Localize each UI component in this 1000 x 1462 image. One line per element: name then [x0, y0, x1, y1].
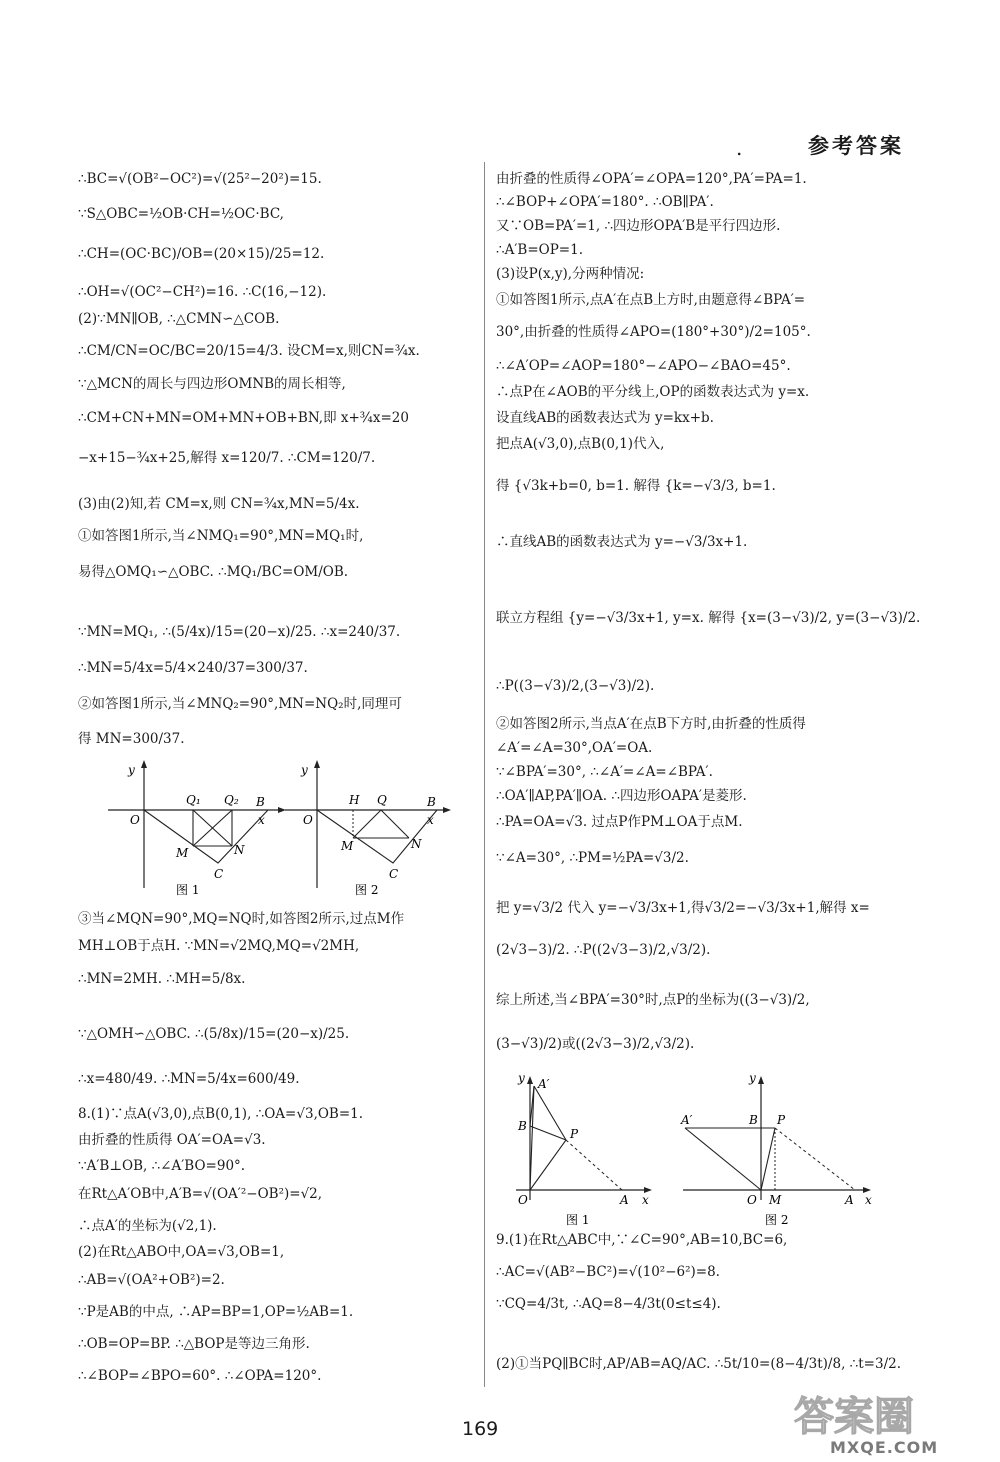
- solution-line: ∴CM+CN+MN=OM+MN+OB+BN,即 x+¾x=20: [78, 410, 409, 426]
- figure-caption: 图 2: [355, 883, 379, 897]
- watermark-glyphs: 答案圈: [794, 1394, 914, 1440]
- solution-line: (3)由(2)知,若 CM=x,则 CN=¾x,MN=5/4x.: [78, 496, 360, 512]
- fig-label: B: [518, 1119, 527, 1133]
- solution-line: (2)①当PQ∥BC时,AP/AB=AQ/AC. ∴5t/10=(8−4/3t)/8, ∴t=3/2.: [496, 1356, 901, 1372]
- fig-label: x: [642, 1193, 649, 1207]
- solution-line: ∴x=480/49. ∴MN=5/4x=600/49.: [78, 1071, 300, 1087]
- fig-label: Q₂: [224, 793, 239, 807]
- figure-caption: 图 1: [176, 883, 200, 897]
- fig-label: O: [747, 1193, 757, 1207]
- fig-label: A: [620, 1193, 629, 1207]
- triangle-ocb: [144, 810, 268, 863]
- solution-line: MH⊥OB于点H. ∵MN=√2MQ,MQ=√2MH,: [78, 938, 360, 954]
- left-figure-2: [285, 758, 465, 898]
- fig-label: x: [258, 813, 265, 827]
- fig-label: y: [301, 763, 308, 777]
- fig-label: M: [176, 846, 189, 860]
- fig-label: y: [128, 763, 135, 777]
- solution-line: ∵P是AB的中点, ∴AP=BP=1,OP=½AB=1.: [78, 1304, 354, 1320]
- solution-line: ∴MN=5/4x=5/4×240/37=300/37.: [78, 660, 308, 676]
- fig-label: A′: [538, 1077, 550, 1091]
- solution-line: (3)设P(x,y),分两种情况:: [496, 266, 645, 282]
- fig-label: y: [518, 1071, 525, 1085]
- solution-line: ∴∠A′OP=∠AOP=180°−∠APO−∠BAO=45°.: [496, 358, 791, 374]
- solution-line: ∵CQ=4/3t, ∴AQ=8−4/3t(0≤t≤4).: [496, 1296, 721, 1312]
- solution-line: 8.(1)∵点A(√3,0),点B(0,1), ∴OA=√3,OB=1.: [78, 1106, 364, 1122]
- segment-pa: [775, 1128, 855, 1190]
- watermark-logo: [790, 1392, 990, 1440]
- x-axis-arrow: [443, 807, 451, 813]
- fig-label: y: [749, 1071, 756, 1085]
- solution-line: 设直线AB的函数表达式为 y=kx+b.: [496, 410, 714, 426]
- solution-line: ∴BC=√(OB²−OC²)=√(25²−20²)=15.: [78, 171, 322, 187]
- solution-line: ∵S△OBC=½OB·CH=½OC·BC,: [78, 206, 284, 222]
- solution-line: 9.(1)在Rt△ABC中,∵∠C=90°,AB=10,BC=6,: [496, 1232, 788, 1248]
- column-divider: [484, 162, 485, 1387]
- left-figure-1: [108, 758, 288, 898]
- solution-line: ∴OB=OP=BP. ∴△BOP是等边三角形.: [78, 1336, 310, 1352]
- solution-line: 把点A(√3,0),点B(0,1)代入,: [496, 436, 665, 452]
- solution-line: 易得△OMQ₁∽△OBC. ∴MQ₁/BC=OM/OB.: [78, 564, 349, 580]
- fig-label: A′: [681, 1113, 693, 1127]
- fig-label: B: [256, 795, 265, 809]
- solution-line: ②如答图2所示,当点A′在点B下方时,由折叠的性质得: [496, 716, 806, 732]
- y-axis-arrow: [758, 1076, 764, 1084]
- solution-line: 联立方程组 {y=−√3/3x+1, y=x. 解得 {x=(3−√3)/2, y=(3−√3)/2.: [496, 610, 921, 626]
- solution-line: ①如答图1所示,当∠NMQ₁=90°,MN=MQ₁时,: [78, 528, 364, 544]
- solution-line: ∵∠BPA′=30°, ∴∠A′=∠A=∠BPA′.: [496, 764, 713, 780]
- fig-label: M: [769, 1193, 782, 1207]
- solution-line: (2√3−3)/2. ∴P((2√3−3)/2,√3/2).: [496, 942, 711, 958]
- solution-line: ∠A′=∠A=30°,OA′=OA.: [496, 740, 653, 756]
- solution-line: ∴AB=√(OA²+OB²)=2.: [78, 1272, 225, 1288]
- solution-line: 得 MN=300/37.: [78, 731, 185, 747]
- solution-line: ①如答图1所示,点A′在点B上方时,由题意得∠BPA′=: [496, 292, 806, 308]
- solution-line: ∴MN=2MH. ∴MH=5/8x.: [78, 971, 246, 987]
- solution-line: ∴AC=√(AB²−BC²)=√(10²−6²)=8.: [496, 1264, 720, 1280]
- solution-line: 得 {√3k+b=0, b=1. 解得 {k=−√3/3, b=1.: [496, 478, 776, 494]
- solution-line: ∴OH=√(OC²−CH²)=16. ∴C(16,−12).: [78, 284, 327, 300]
- solution-line: (2)∵MN∥OB, ∴△CMN∽△COB.: [78, 311, 280, 327]
- solution-line: 把 y=√3/2 代入 y=−√3/3x+1,得√3/2=−√3/3x+1,解得 x=: [496, 900, 870, 916]
- fig-label: O: [130, 813, 140, 827]
- solution-line: 在Rt△A′OB中,A′B=√(OA′²−OB²)=√2,: [78, 1186, 323, 1202]
- fig-label: B: [749, 1113, 758, 1127]
- fig-label: O: [518, 1193, 528, 1207]
- solution-line: ∴CH=(OC·BC)/OB=(20×15)/25=12.: [78, 246, 325, 262]
- solution-line: ∵MN=MQ₁, ∴(5/4x)/15=(20−x)/25. ∴x=240/37.: [78, 624, 401, 640]
- solution-line: ∴点A′的坐标为(√2,1).: [78, 1218, 217, 1234]
- fig-label: C: [389, 867, 399, 881]
- solution-line: ∵△MCN的周长与四边形OMNB的周长相等,: [78, 376, 346, 392]
- solution-line: 30°,由折叠的性质得∠APO=(180°+30°)/2=105°.: [496, 324, 811, 340]
- fig-label: P: [570, 1127, 579, 1141]
- figure-caption: 图 1: [566, 1213, 590, 1227]
- solution-line: 综上所述,当∠BPA′=30°时,点P的坐标为((3−√3)/2,: [496, 992, 810, 1008]
- y-axis-arrow: [527, 1076, 533, 1084]
- solution-line: (3−√3)/2)或((2√3−3)/2,√3/2).: [496, 1036, 695, 1052]
- solution-line: ③当∠MQN=90°,MQ=NQ时,如答图2所示,过点M作: [78, 911, 405, 927]
- solution-line: 由折叠的性质得 OA′=OA=√3.: [78, 1132, 266, 1148]
- solution-line: ∴P((3−√3)/2,(3−√3)/2).: [496, 678, 655, 694]
- solution-line: (2)在Rt△ABO中,OA=√3,OB=1,: [78, 1244, 285, 1260]
- solution-line: ∴∠BOP+∠OPA′=180°. ∴OB∥PA′.: [496, 194, 714, 210]
- fig-label: N: [234, 843, 245, 857]
- fig-label: x: [865, 1193, 872, 1207]
- solution-line: ∵A′B⊥OB, ∴∠A′BO=90°.: [78, 1158, 246, 1174]
- fig-label: A: [845, 1193, 854, 1207]
- solution-line: ∴PA=OA=√3. 过点P作PM⊥OA于点M.: [496, 814, 743, 830]
- header-dot: .: [736, 136, 743, 160]
- solution-line: ∴∠BOP=∠BPO=60°. ∴∠OPA=120°.: [78, 1368, 322, 1384]
- solution-line: 由折叠的性质得∠OPA′=∠OPA=120°,PA′=PA=1.: [496, 171, 807, 187]
- solution-line: ∵△OMH∽△OBC. ∴(5/8x)/15=(20−x)/25.: [78, 1026, 350, 1042]
- fig-label: B: [427, 795, 436, 809]
- y-axis-arrow: [141, 760, 147, 768]
- page-header-title: 参考答案: [808, 134, 904, 158]
- page-number: 169: [462, 1418, 499, 1440]
- figure-caption: 图 2: [765, 1213, 789, 1227]
- fig-label: H: [349, 793, 360, 807]
- fig-label: N: [411, 837, 422, 851]
- fig-label: C: [214, 867, 224, 881]
- solution-line: ∵∠A=30°, ∴PM=½PA=√3/2.: [496, 850, 689, 866]
- segment-pa: [566, 1140, 622, 1190]
- solution-line: 又∵OB=PA′=1, ∴四边形OPA′B是平行四边形.: [496, 218, 781, 234]
- solution-line: ②如答图1所示,当∠MNQ₂=90°,MN=NQ₂时,同理可: [78, 696, 402, 712]
- solution-line: ∴OA′∥AP,PA′∥OA. ∴四边形OAPA′是菱形.: [496, 788, 747, 804]
- watermark-text: MXQE.COM: [830, 1438, 939, 1457]
- solution-line: −x+15−¾x+25,解得 x=120/7. ∴CM=120/7.: [78, 450, 376, 466]
- fig-label: P: [777, 1113, 786, 1127]
- fig-label: O: [303, 813, 313, 827]
- solution-line: ∴CM/CN=OC/BC=20/15=4/3. 设CM=x,则CN=¾x.: [78, 343, 420, 359]
- right-figure-2: [675, 1070, 880, 1228]
- solution-line: ∴A′B=OP=1.: [496, 242, 583, 258]
- y-axis-arrow: [314, 760, 320, 768]
- solution-line: ∴直线AB的函数表达式为 y=−√3/3x+1.: [496, 534, 748, 550]
- fig-label: Q₁: [186, 793, 201, 807]
- fig-label: M: [341, 839, 354, 853]
- solution-line: ∴点P在∠AOB的平分线上,OP的函数表达式为 y=x.: [496, 384, 810, 400]
- right-figure-1: [510, 1070, 660, 1228]
- fig-label: x: [427, 813, 434, 827]
- fig-label: Q: [377, 793, 387, 807]
